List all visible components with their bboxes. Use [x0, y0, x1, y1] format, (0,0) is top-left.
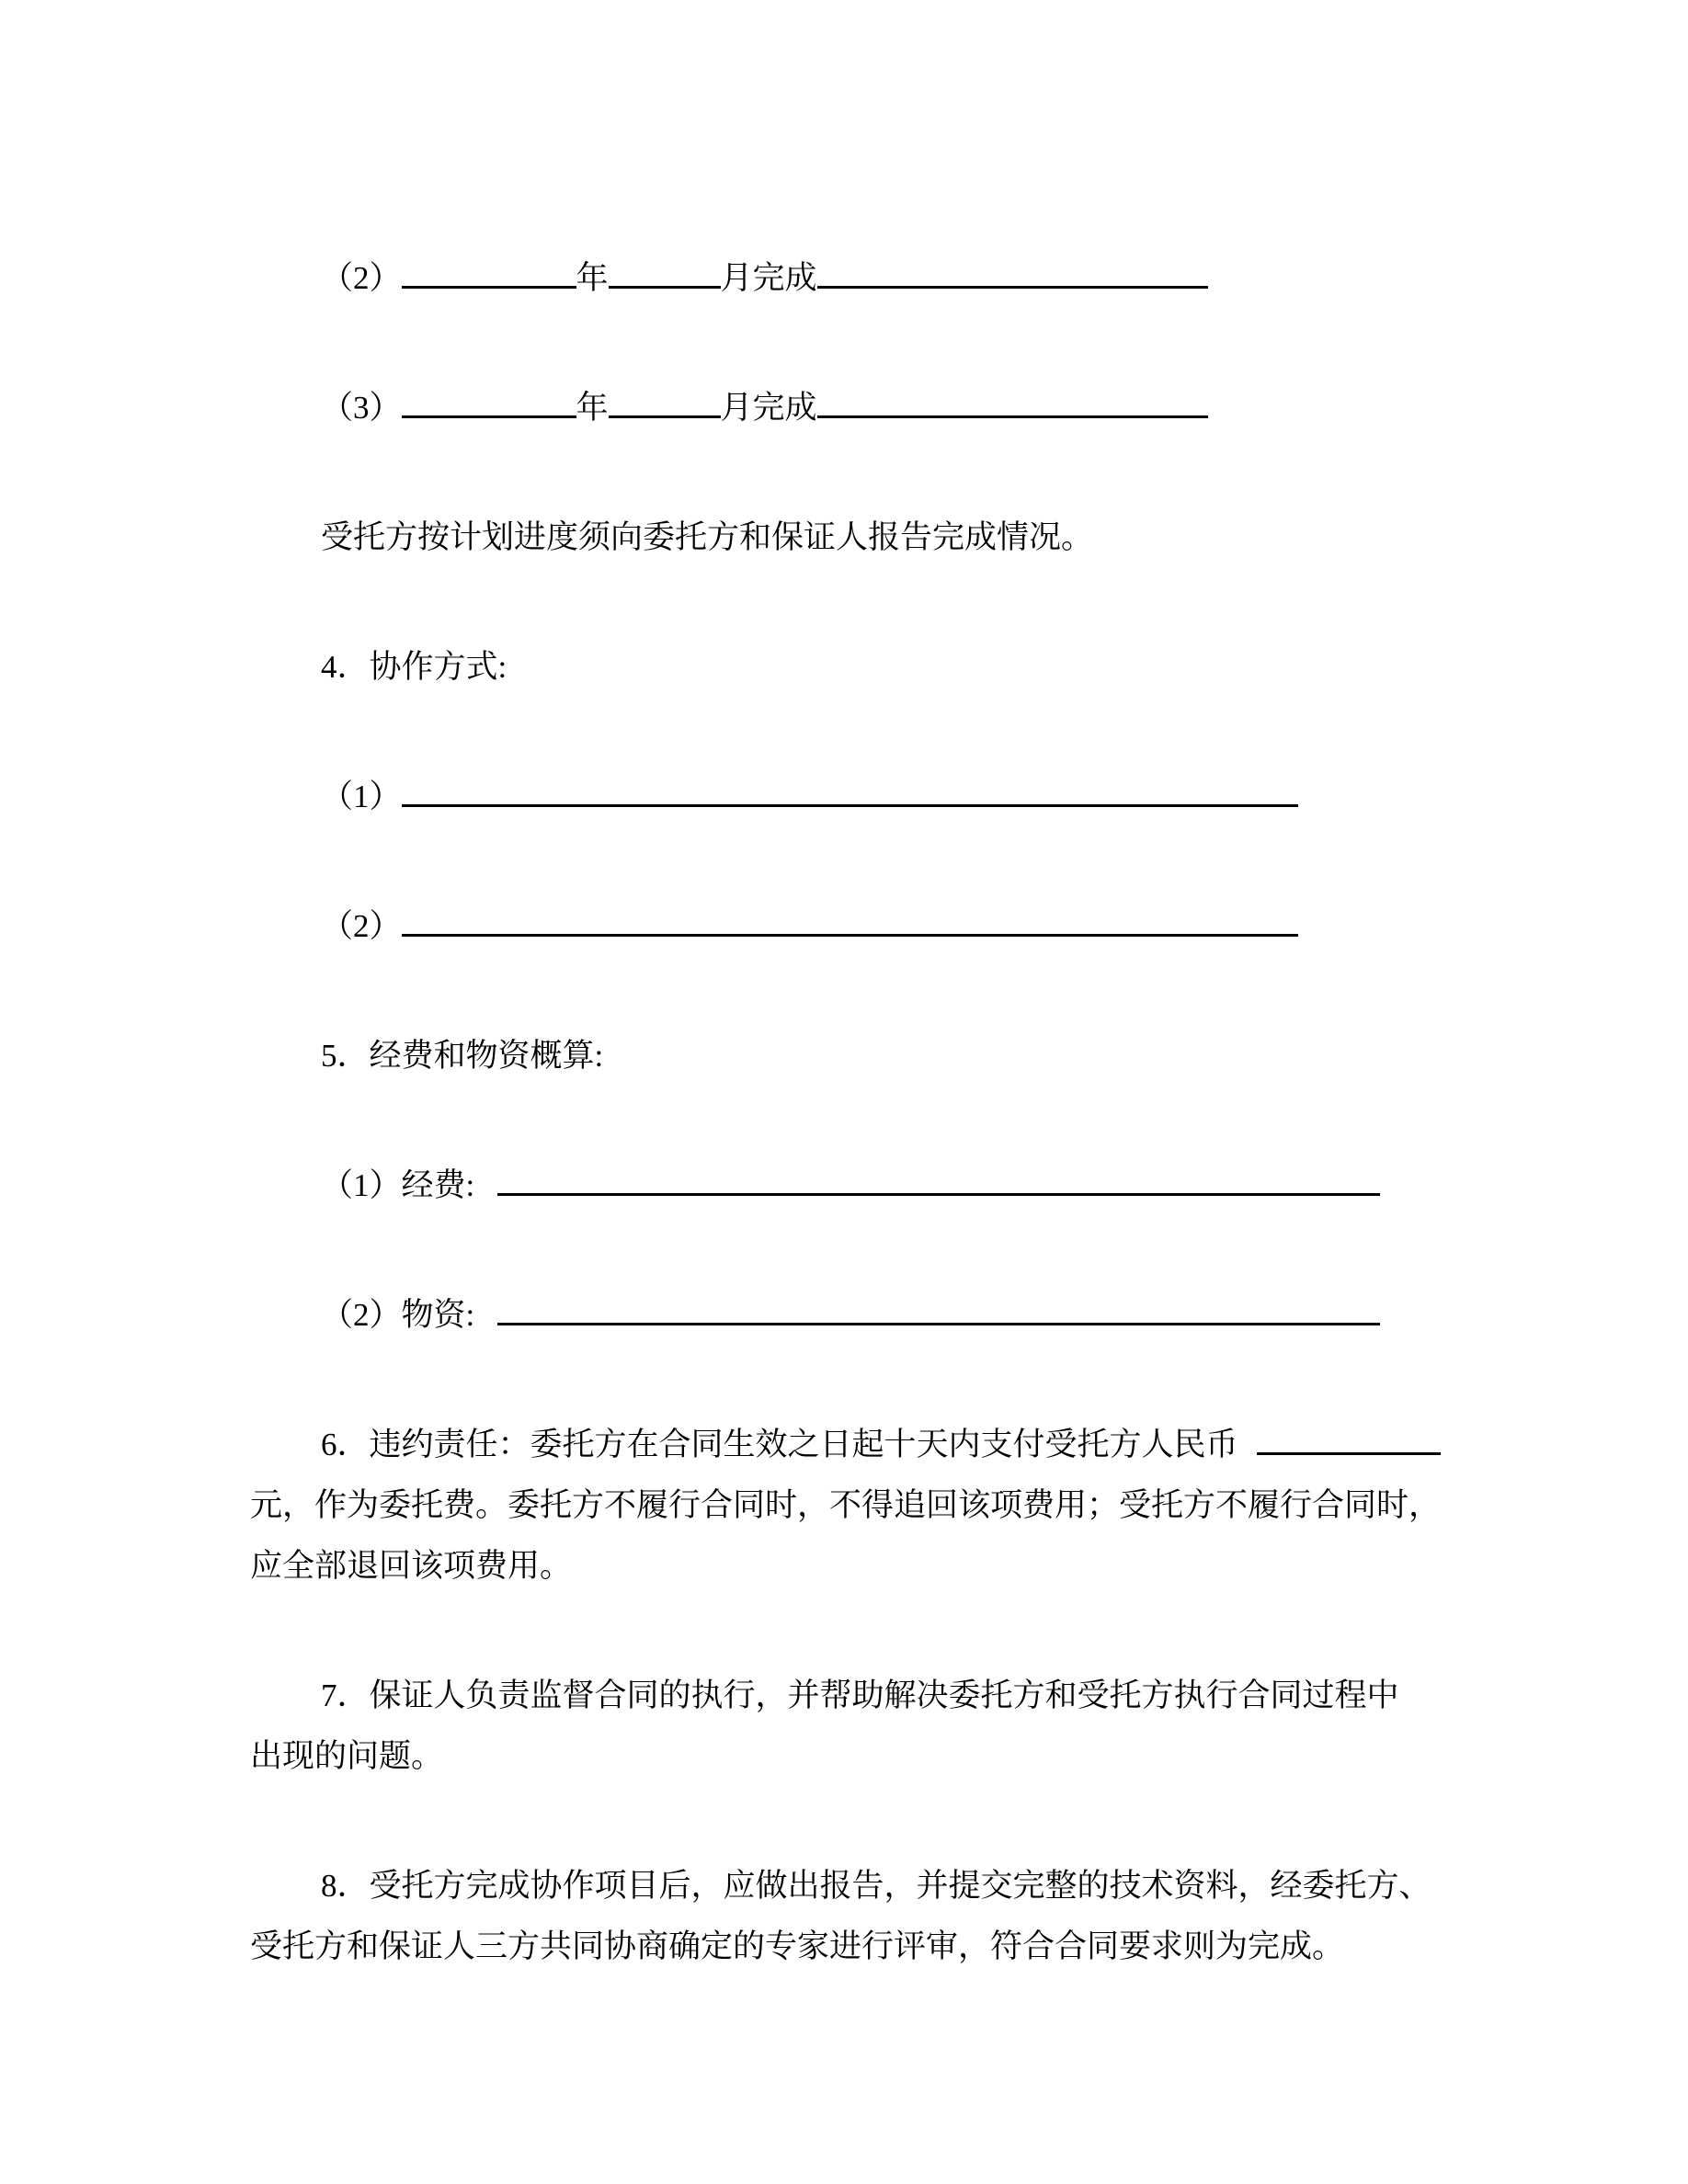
section-5-funds-label: （1）经费:: [321, 1167, 475, 1203]
section-6-line-1: [250, 1415, 1454, 1475]
schedule-line-3: [250, 378, 1454, 438]
section-5-funds-item: [250, 1155, 1454, 1216]
blank-field-year-2[interactable]: [402, 249, 576, 289]
blank-field-month-2[interactable]: [609, 249, 721, 289]
blank-field-method-1[interactable]: [402, 768, 1298, 807]
blank-field-materials[interactable]: [497, 1286, 1380, 1325]
section-4-heading: [250, 637, 1454, 698]
blank-field-method-2[interactable]: [402, 897, 1298, 937]
schedule-item-3: [250, 378, 1454, 438]
blank-field-task-3[interactable]: [817, 379, 1208, 418]
month-complete-label: 月完成: [720, 390, 817, 426]
section-4-item-1: [250, 767, 1454, 827]
schedule-line-2: [250, 248, 1454, 309]
section-4-item-2-line: [250, 896, 1454, 957]
section-5-funds-line: [250, 1155, 1454, 1216]
section-6-line-3: 应全部退回该项费用。: [250, 1548, 573, 1584]
section-8-line-2: 受托方和保证人三方共同协商确定的专家进行评审，符合合同要求则为完成。: [250, 1928, 1345, 1964]
section-4-item-1-label: （1）: [321, 779, 402, 814]
section-4-item-2-label: （2）: [321, 908, 402, 944]
section-7-line-1: 7．保证人负责监督合同的执行，并帮助解决委托方和受托方执行合同过程中: [321, 1678, 1399, 1713]
schedule-item-2-label: （2）: [321, 260, 402, 296]
blank-field-year-3[interactable]: [402, 379, 576, 418]
year-suffix-label: 年: [576, 390, 609, 426]
section-8-paragraph: [250, 1856, 1454, 1977]
section-4-item-2: [250, 896, 1454, 957]
blank-field-funds[interactable]: [497, 1156, 1380, 1196]
section-7-paragraph: [250, 1666, 1454, 1787]
contract-document-page: [250, 0, 1454, 1977]
section-5-materials-line: [250, 1285, 1454, 1346]
section-6-line-2: 元，作为委托费。委托方不履行合同时，不得追回该项费用；受托方不履行合同时，: [250, 1487, 1442, 1523]
section-4-item-1-line: [250, 767, 1454, 827]
section-5-materials-item: [250, 1285, 1454, 1346]
section-6-paragraph: [250, 1415, 1454, 1597]
blank-field-task-2[interactable]: [817, 249, 1208, 289]
section-4-heading-text: 4．协作方式:: [321, 649, 508, 685]
section-5-heading: [250, 1026, 1454, 1086]
blank-field-month-3[interactable]: [609, 379, 721, 418]
schedule-item-2: [250, 248, 1454, 309]
section-5-materials-label: （2）物资:: [321, 1297, 475, 1333]
progress-note-text: 受托方按计划进度须向委托方和保证人报告完成情况。: [321, 519, 1094, 555]
month-complete-label: 月完成: [720, 260, 817, 296]
section-8-line-1: 8．受托方完成协作项目后，应做出报告，并提交完整的技术资料，经委托方、: [321, 1868, 1431, 1904]
progress-note-paragraph: [250, 507, 1454, 568]
section-5-heading-text: 5．经费和物资概算:: [321, 1038, 604, 1074]
section-6-line-1-text: 6．违约责任：委托方在合同生效之日起十天内支付受托方人民币: [321, 1427, 1238, 1462]
blank-field-payment-amount[interactable]: [1257, 1416, 1441, 1455]
year-suffix-label: 年: [576, 260, 609, 296]
section-7-line-2: 出现的问题。: [250, 1738, 444, 1774]
schedule-item-3-label: （3）: [321, 390, 402, 426]
